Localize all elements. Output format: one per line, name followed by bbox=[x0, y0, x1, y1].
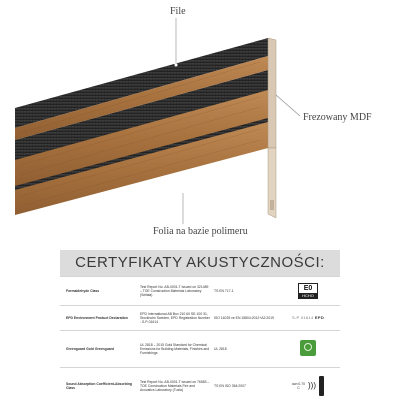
cert-logo bbox=[276, 331, 340, 368]
cert-name: Greenguard Gold Greenguard bbox=[60, 331, 138, 368]
cert-standard: TS EN 717-1 bbox=[212, 277, 276, 306]
table-row bbox=[60, 306, 340, 331]
cert-name: Formaldehyde Class bbox=[60, 277, 138, 306]
table-row bbox=[60, 331, 340, 368]
cert-document: UL 2818 – 2015 Gold Standard for Chemical Emissions for Building Materials, Finishes and Furnishings bbox=[138, 331, 212, 368]
cert-document: Test Report No. AB-0001-T issued on 321489 – TOE Construction Materials Laboratory (Sellala) bbox=[138, 277, 212, 306]
epd-logo-icon: S-P 01614 EPD bbox=[292, 315, 324, 320]
label-file: File bbox=[170, 6, 186, 17]
sound-absorption-icon: αw=0.70 C ))) bbox=[292, 376, 324, 396]
panel-icon bbox=[319, 376, 324, 396]
cert-logo bbox=[276, 277, 340, 306]
cert-name: EPD Environment Product Declaration bbox=[60, 306, 138, 331]
cert-document: Test Report No. AB-0001-T issued on 76583 – TOE Construction Materials Fire and Acoustics Laboratory (Tuzla) bbox=[138, 368, 212, 404]
cert-document: EPD International AB Box 210 60 SE-100 31, Stockholm Sweden, EPD Registration Number : S-P-01614 bbox=[138, 306, 212, 331]
label-mdf: Frezowany MDF bbox=[303, 112, 372, 123]
cert-standard: TS EN ISO 354:2007 bbox=[212, 368, 276, 404]
certificates-section bbox=[60, 250, 340, 400]
certificates-table bbox=[60, 276, 340, 404]
cert-logo bbox=[276, 368, 340, 404]
cert-standard: UL 2818 bbox=[212, 331, 276, 368]
label-folia: Folia na bazie polimeru bbox=[153, 226, 248, 237]
mdf-edge bbox=[268, 38, 276, 148]
table-row bbox=[60, 368, 340, 404]
greenguard-badge-icon bbox=[300, 340, 316, 356]
certificates-title: CERTYFIKATY AKUSTYCZNOŚCI: bbox=[60, 250, 340, 276]
table-row bbox=[60, 277, 340, 306]
cert-logo bbox=[276, 306, 340, 331]
e0-hcho-badge-icon: E0 HCHO bbox=[298, 283, 318, 299]
cert-standard: ISO 14025 ve EN 15804:2012+A2:2019 bbox=[212, 306, 276, 331]
sound-wave-icon: ))) bbox=[308, 384, 316, 388]
cert-name: Sound Absorption Coefficient-Absorbing Class bbox=[60, 368, 138, 404]
